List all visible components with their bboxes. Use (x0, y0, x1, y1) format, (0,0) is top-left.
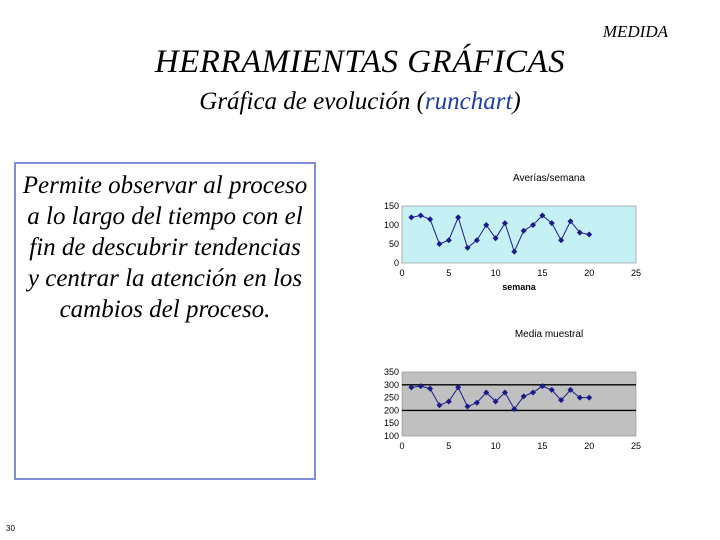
section-label: MEDIDA (602, 22, 668, 41)
media-x-tick-label: 5 (446, 441, 452, 451)
media-y-tick-label: 300 (383, 379, 399, 390)
media-y-tick-label: 200 (383, 405, 399, 416)
averias-x-tick-label: 25 (630, 268, 642, 278)
averias-x-tick-label: 0 (399, 268, 405, 278)
media-x-tick-label: 0 (399, 441, 405, 451)
averias-y-tick-label: 100 (383, 220, 399, 230)
media-muestral-chart (350, 326, 660, 460)
media-x-tick-label: 20 (584, 441, 595, 451)
media-y-tick-label: 150 (383, 418, 399, 429)
averias-title: Averías/semana (512, 173, 586, 184)
averias-x-tick-label: 15 (537, 268, 548, 278)
media-plot-area (402, 372, 636, 436)
averias-plot-area (402, 206, 636, 263)
subtitle-prefix: Gráfica de evolución ( (199, 88, 425, 115)
media-y-tick-label: 350 (383, 367, 399, 377)
subtitle-suffix: ) (512, 88, 521, 115)
page-number: 30 (6, 524, 15, 533)
description-text: Permite observar al proceso a lo largo del tiempo con el fin de descubrir tendencias y centrar la atención en los cambios del proceso. (22, 172, 308, 323)
averias-y-tick-label: 0 (393, 258, 399, 268)
averias-x-tick-label: 20 (584, 268, 595, 278)
media-x-tick-label: 25 (630, 441, 642, 451)
averias-chart (350, 168, 660, 308)
subtitle-highlight: runchart (424, 88, 513, 115)
media-y-tick-label: 250 (383, 392, 399, 403)
averias-x-tick-label: 10 (490, 268, 501, 278)
slide-subtitle (0, 88, 720, 116)
media-title: Media muestral (514, 329, 584, 340)
averias-y-tick-label: 150 (383, 201, 399, 211)
averias-y-tick-label: 50 (388, 239, 399, 249)
slide-title: HERRAMIENTAS GRÁFICAS (154, 44, 566, 80)
averias-x-tick-label: 5 (446, 268, 452, 278)
media-x-tick-label: 15 (537, 441, 548, 451)
media-x-tick-label: 10 (490, 441, 501, 451)
averias-x-axis-label: semana (502, 282, 536, 292)
media-y-tick-label: 100 (383, 431, 399, 441)
